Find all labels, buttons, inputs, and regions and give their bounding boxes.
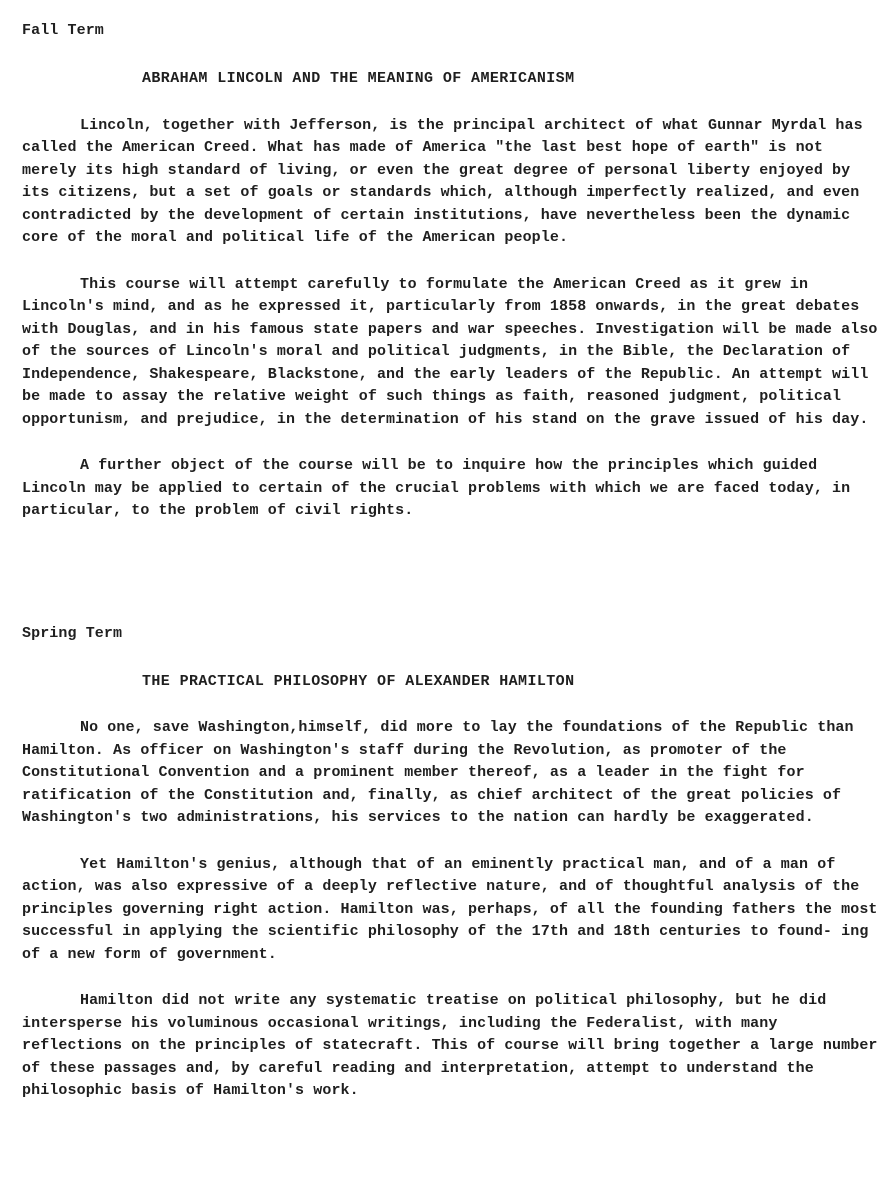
spring-paragraph-2: Yet Hamilton's genius, although that of an eminently practical man, and of a man of action, was also expressive of a deeply reflective nature, and of thoughtful analysis of the principles governing right action. Hamilton was, perhaps, of all the founding fathers the most successful in applying the scientific philosophy of the 17th and 18th centuries to found- ing of a new form of government.: [22, 855, 878, 963]
fall-paragraph-2: This course will attempt carefully to formulate the American Creed as it grew in Lincoln's mind, and as he expressed it, particularly from 1858 onwards, in the great debates with Douglas, and in his famous state papers and war speeches. Investigation will be made also of the sources of Lincoln's moral and political judgments, in the Bible, the Declaration of Independence, Shakespeare, Blackstone, and the early leaders of the Republic. An attempt will be made to assay the relative weight of such things as faith, reasoned judgment, political opportunism, and prejudice, in the determination of his stand on the grave issued of his day.: [22, 275, 878, 428]
fall-term-section: [22, 20, 882, 523]
fall-course-title: ABRAHAM LINCOLN AND THE MEANING OF AMERICANISM: [142, 70, 575, 87]
spring-paragraph-1: No one, save Washington,himself, did more to lay the foundations of the Republic than Hamilton. As officer on Washington's staff during the Revolution, as promoter of the Constitutional Convention and a prominent member thereof, as a leader in the fight for ratification of the Constitution and, finally, as chief architect of the great policies of Washington's two administrations, his services to the nation can hardly be exaggerated.: [22, 719, 854, 826]
fall-paragraph-3: A further object of the course will be to inquire how the principles which guided Lincoln may be applied to certain of the crucial problems with which we are faced today, in particular, to the problem of civil rights.: [22, 457, 851, 519]
spring-term-section: [22, 623, 882, 1103]
spring-course-title: THE PRACTICAL PHILOSOPHY OF ALEXANDER HAMILTON: [142, 672, 575, 690]
fall-paragraph-1: Lincoln, together with Jefferson, is the principal architect of what Gunnar Myrdal has called the American Creed. What has made of America "the last best hope of earth" is not merely its high standard of living, or even the great degree of personal liberty enjoyed by its citizens, but a set of goals or standards which, although imperfectly realized, and even contradicted by the development of certain institutions, have nevertheless been the dynamic core of the moral and political life of the American people.: [22, 116, 863, 246]
fall-term-label: Fall Term: [22, 22, 104, 39]
spring-paragraph-3: Hamilton did not write any systematic treatise on political philosophy, but he did intersperse his voluminous occasional writings, including the Federalist, with many reflections on the principles of statecraft. This of course will bring together a large number of these passages and, by careful reading and interpretation, attempt to understand the philosophic basis of Hamilton's work.: [22, 992, 878, 1099]
spring-term-label: Spring Term: [22, 624, 123, 642]
